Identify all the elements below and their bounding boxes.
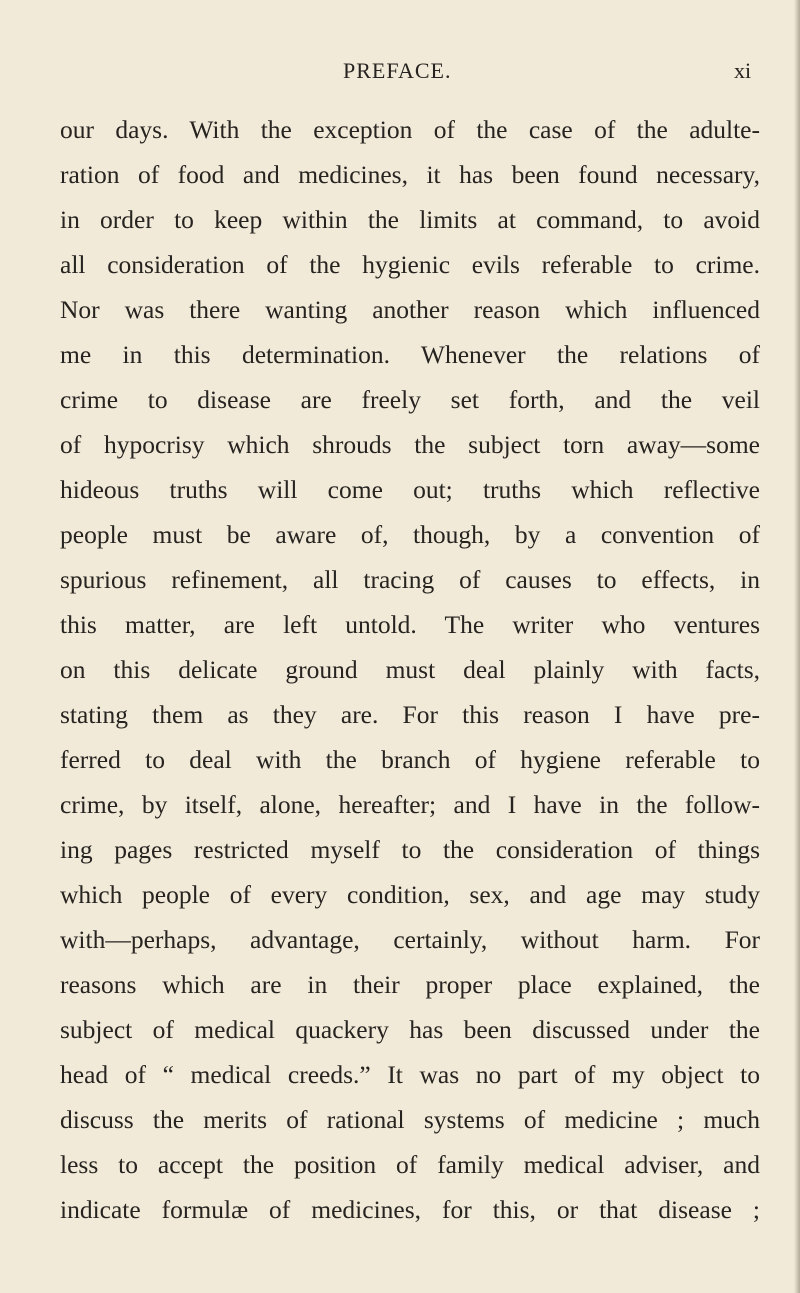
text-line: which people of every condition, sex, and age may study — [60, 880, 760, 909]
page-edge-shadow — [794, 0, 800, 1293]
text-line: subject of medical quackery has been discussed under the — [60, 1015, 760, 1044]
body-text — [60, 107, 760, 1232]
text-line: crime to disease are freely set forth, and the veil — [60, 385, 760, 414]
text-line: on this delicate ground must deal plainly with facts, — [60, 655, 760, 684]
text-line: ferred to deal with the branch of hygiene referable to — [60, 745, 760, 774]
text-line: our days. With the exception of the case of the adulte- — [60, 115, 760, 144]
text-line: in order to keep within the limits at command, to avoid — [60, 205, 760, 234]
page-number: xi — [734, 58, 752, 83]
text-line: this matter, are left untold. The writer who ventures — [60, 610, 760, 639]
text-line: head of “ medical creeds.” It was no part of my object to — [60, 1060, 760, 1089]
text-line: Nor was there wanting another reason which influenced — [60, 295, 760, 324]
running-head — [0, 58, 800, 88]
text-line: crime, by itself, alone, hereafter; and I have in the follow- — [60, 790, 760, 819]
text-line: discuss the merits of rational systems of medicine ; much — [60, 1105, 760, 1134]
text-line: indicate formulæ of medicines, for this, or that disease ; — [60, 1195, 760, 1224]
text-line: all consideration of the hygienic evils referable to crime. — [60, 250, 760, 279]
text-line: ration of food and medicines, it has been found necessary, — [60, 160, 760, 189]
text-line: ing pages restricted myself to the consideration of things — [60, 835, 760, 864]
text-line: hideous truths will come out; truths which reflective — [60, 475, 760, 504]
text-line: of hypocrisy which shrouds the subject torn away—some — [60, 430, 760, 459]
text-line: spurious refinement, all tracing of causes to effects, in — [60, 565, 760, 594]
text-line: stating them as they are. For this reason I have pre- — [60, 700, 760, 729]
running-title: PREFACE. — [343, 58, 452, 83]
text-line: reasons which are in their proper place explained, the — [60, 970, 760, 999]
text-line: with—perhaps, advantage, certainly, without harm. For — [60, 925, 760, 954]
text-line: me in this determination. Whenever the relations of — [60, 340, 760, 369]
text-line: less to accept the position of family medical adviser, and — [60, 1150, 760, 1179]
text-line: people must be aware of, though, by a convention of — [60, 520, 760, 549]
